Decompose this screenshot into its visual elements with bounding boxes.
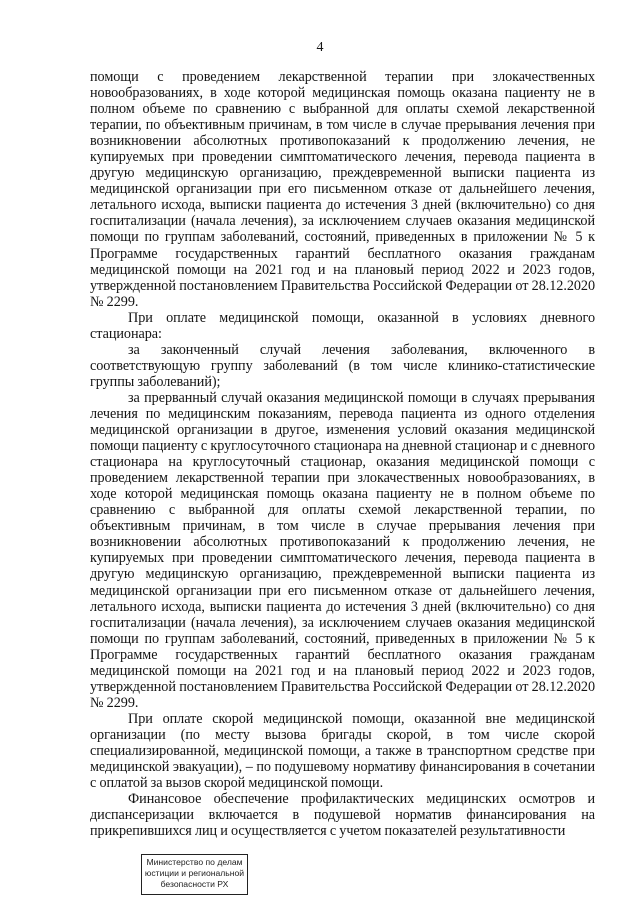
- paragraph-emergency-care-payment: При оплате скорой медицинской помощи, оказанной вне медицинской организации (по месту вызова бригады скорой, в том числе скорой специализированной, медицинской помощи, а также в транспортном средстве при медицинской эвакуации), – по подушевому нормативу финансирования в сочетании с оплатой за вызов скорой медицинской помощи.: [90, 710, 595, 792]
- ministry-registration-stamp: [141, 854, 248, 895]
- document-body: [90, 69, 595, 839]
- paragraph-completed-case: за законченный случай лечения заболевания, включенного в соответствующую группу заболеваний (в том числе клинико-статистические группы заболеваний);: [90, 341, 595, 390]
- paragraph-continuation: помощи с проведением лекарственной терапии при злокачественных новообразованиях, в ходе которой медицинская помощь оказана пациенту не в полном объеме по сравнению с выбранной для оплаты схемой лекарственной терапии, по объективным причинам, в том числе в случае прерывания лечения при возникновении абсолютных противопоказаний к продолжению лечения, не купируемых при проведении симптоматического лечения, перевода пациента в другую медицинскую организацию, преждевременной выписки пациента из медицинской организации при его письменном отказе от дальнейшего лечения, летального исхода, выписки пациента до истечения 3 дней (включительно) со дня госпитализации (начала лечения), за исключением случаев оказания медицинской помощи по группам заболеваний, состояний, приведенных в приложении № 5 к Программе государственных гарантий бесплатного оказания гражданам медицинской помощи на 2021 год и на плановый период 2022 и 2023 годов, утвержденной постановлением Правительства Российской Федерации от 28.12.2020 № 2299.: [90, 69, 595, 310]
- paragraph-preventive-exams-funding: Финансовое обеспечение профилактических медицинских осмотров и диспансеризации включается в подушевой норматив финансирования на прикрепившихся лиц и осуществляется с учетом показателей результативности: [90, 791, 595, 840]
- paragraph-day-hospital-payment: При оплате медицинской помощи, оказанной в условиях дневного стационара:: [90, 309, 595, 342]
- page-number: 4: [316, 40, 324, 55]
- paragraph-interrupted-case: за прерванный случай оказания медицинской помощи в случаях прерывания лечения по медицинским показаниям, перевода пациента из одного отделения медицинской организации в другое, изменения условий оказания медицинской помощи пациенту с круглосуточного стационара на дневной стационар и с дневного стационара на круглосуточный стационар, оказания медицинской помощи с проведением лекарственной терапии при злокачественных новообразованиях, в ходе которой медицинская помощь оказана пациенту не в полном объеме по сравнению с выбранной для оплаты схемой лекарственной терапии, по объективным причинам, в том числе в случае прерывания лечения при возникновении абсолютных противопоказаний к продолжению лечения, не купируемых при проведении симптоматического лечения, перевода пациента в другую медицинскую организацию, преждевременной выписки пациента из медицинской организации при его письменном отказе от дальнейшего лечения, летального исхода, выписки пациента до истечения 3 дней (включительно) со дня госпитализации (начала лечения), за исключением случаев оказания медицинской помощи по группам заболеваний, состояний, приведенных в приложении № 5 к Программе государственных гарантий бесплатного оказания гражданам медицинской помощи на 2021 год и на плановый период 2022 и 2023 годов, утвержденной постановлением Правительства Российской Федерации от 28.12.2020 № 2299.: [90, 389, 595, 711]
- stamp-line: безопасности РХ: [160, 879, 229, 889]
- stamp-line: Министерство по делам: [146, 857, 243, 867]
- stamp-line: юстиции и региональной: [144, 868, 245, 878]
